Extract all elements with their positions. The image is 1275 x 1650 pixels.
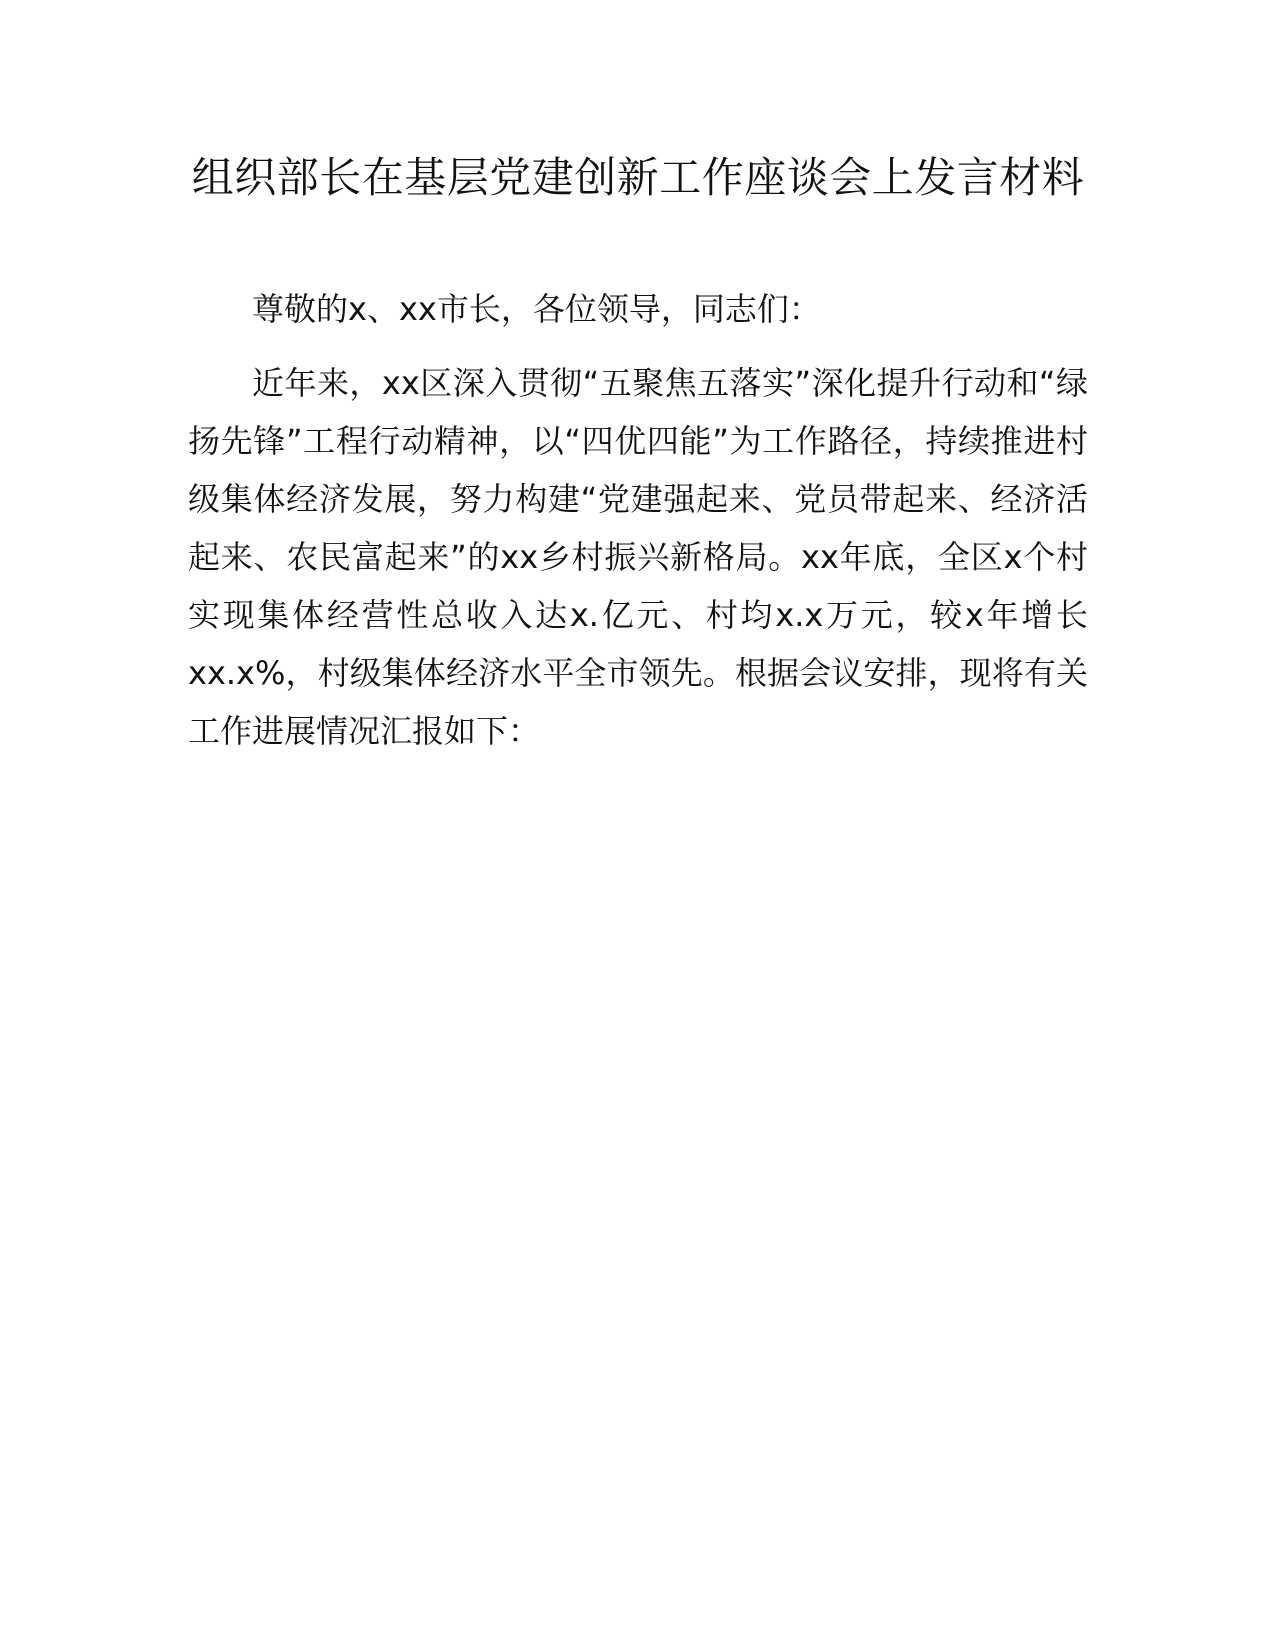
body-paragraph: 近年来，xx区深入贯彻“五聚焦五落实”深化提升行动和“绿扬先锋”工程行动精神，以“四优四能”为工作路径，持续推进村级集体经济发展，努力构建“党建强起来、党员带起来、经济活起来、农民富起来”的xx乡村振兴新格局。xx年底，全区x个村实现集体经营性总收入达x.亿元、村均x.x万元，较x年增长xx.x%，村级集体经济水平全市领先。根据会议安排，现将有关工作进展情况汇报如下： [188, 364, 1088, 750]
salutation: 尊敬的x、xx市长，各位领导，同志们： [252, 290, 821, 328]
document-title: 组织部长在基层党建创新工作座谈会上发言材料 [191, 153, 1085, 202]
